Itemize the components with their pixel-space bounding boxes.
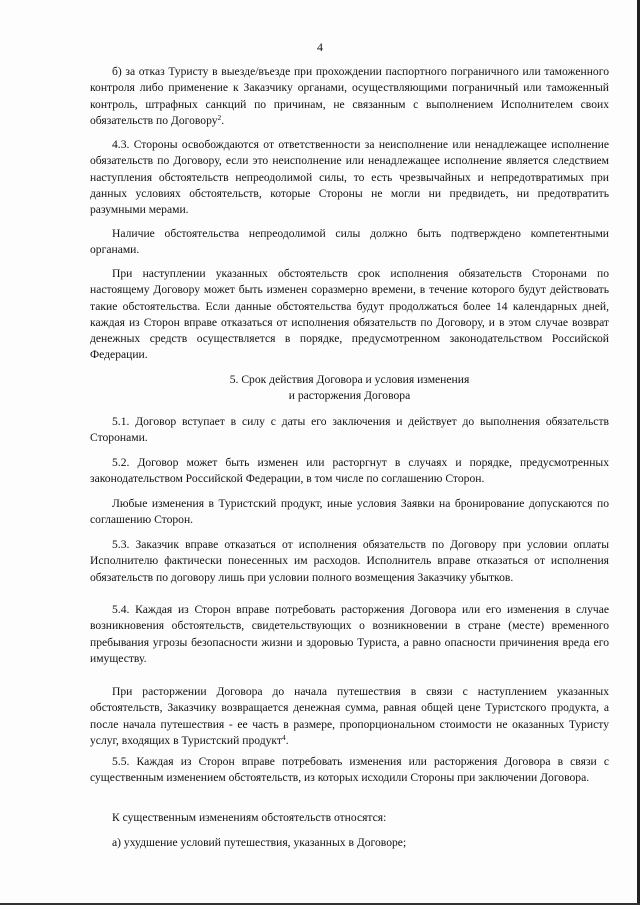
paragraph-text: 5.3. Заказчик вправе отказаться от исполнения обязательств по Договору при условии оплаты Исполнителю фактически понесенных им расходов. Исполнитель вправе отказаться от исполнения обязательств по договору лишь при условии полного возмещения Заказчику убытков. [90,538,609,584]
paragraph-text: 5.5. Каждая из Сторон вправе потребовать изменения или расторжения Договора в связи с существенным изменением обстоятельств, из которых исходили Стороны при заключении Договора. [90,755,609,785]
paragraph-force-majeure-duration [90,266,609,364]
paragraph-significant-changes [90,810,609,826]
paragraph-termination-refund [90,684,609,749]
paragraph-text: Любые изменения в Туристский продукт, иные условия Заявки на бронирование допускаются по соглашению Сторон. [90,497,609,527]
paragraph-item-a [90,835,609,851]
paragraph-4-2-b [90,64,609,129]
section-5-heading [90,372,609,405]
paragraph-text: б) за отказ Туристу в выезде/въезде при прохождении паспортного пограничного или таможенного контроля либо применение к Заказчику органами, осуществляющими пограничный или таможенный контроль, штрафных санкций по причинам, не связанным с выполнением Исполнителем своих обязательств по Договору [90,65,609,127]
footnote-ref: 2 [217,112,222,122]
paragraph-5-5 [90,754,609,787]
paragraph-5-3 [90,537,609,586]
footnote-ref: 4 [281,732,286,742]
paragraph-4-3 [90,137,609,218]
paragraph-force-majeure-proof [90,226,609,259]
paragraph-5-4 [90,602,609,667]
paragraph-5-1 [90,414,609,447]
paragraph-text: При наступлении указанных обстоятельств срок исполнения обязательств Сторонами по настоящему Договору может быть изменен соразмерно времени, в течение которого будут действовать такие обстоятельства. Если данные обстоятельства будут продолжаться более 14 календарных дней, каждая из Сторон вправе отказаться от исполнения обязательств по Договору, и в этом случае возврат денежных средств осуществляется в порядке, предусмотренном законодательством Российской Федерации. [90,267,609,362]
paragraph-text: 5.4. Каждая из Сторон вправе потребовать расторжения Договора или его изменения в случае возникновения обстоятельств, свидетельствующих о возникновении в стране (месте) временного пребывания угрозы безопасности жизни и здоровью Туриста, а равно опасности причинения вреда его имуществу. [90,603,609,665]
section-5-heading-line1: 5. Срок действия Договора и условия изменения [229,373,470,386]
paragraph-text: а) ухудшение условий путешествия, указанных в Договоре; [112,836,407,849]
paragraph-end: . [221,113,225,127]
paragraph-text: 5.1. Договор вступает в силу с даты его заключения и действует до выполнения обязательств Сторонами. [90,415,609,445]
paragraph-changes-by-agreement [90,496,609,529]
paragraph-text: При расторжении Договора до начала путешествия в связи с наступлением указанных обстоятельств, Заказчику возвращается денежная сумма, равная общей цене Туристского продукта, а после начала путешествия - ее часть в размере, пропорциональном стоимости не оказанных Туристу услуг, входящих в Туристский продукт [90,685,609,747]
paragraph-text: К существенным изменениям обстоятельств относятся: [112,811,387,824]
paragraph-text: 5.2. Договор может быть изменен или расторгнут в случаях и порядке, предусмотренных законодательством Российской Федерации, в том числе по соглашению Сторон. [90,456,609,486]
section-5-heading-line2: и расторжения Договора [288,389,411,403]
paragraph-text: 4.3. Стороны освобождаются от ответственности за неисполнение или ненадлежащее исполнение обязательств по Договору, если это неисполнение или ненадлежащее исполнение является следствием наступления обстоятельств непреодолимой силы, то есть чрезвычайных и непредотвратимых при данных условиях обстоятельств, которые Стороны не могли ни предвидеть, ни предотвратить разумными мерами. [90,138,609,217]
paragraph-5-2 [90,455,609,488]
paragraph-end: . [285,733,289,747]
page-number: 4 [317,40,323,54]
paragraph-text: Наличие обстоятельства непреодолимой силы должно быть подтверждено компетентными органами. [90,227,609,257]
